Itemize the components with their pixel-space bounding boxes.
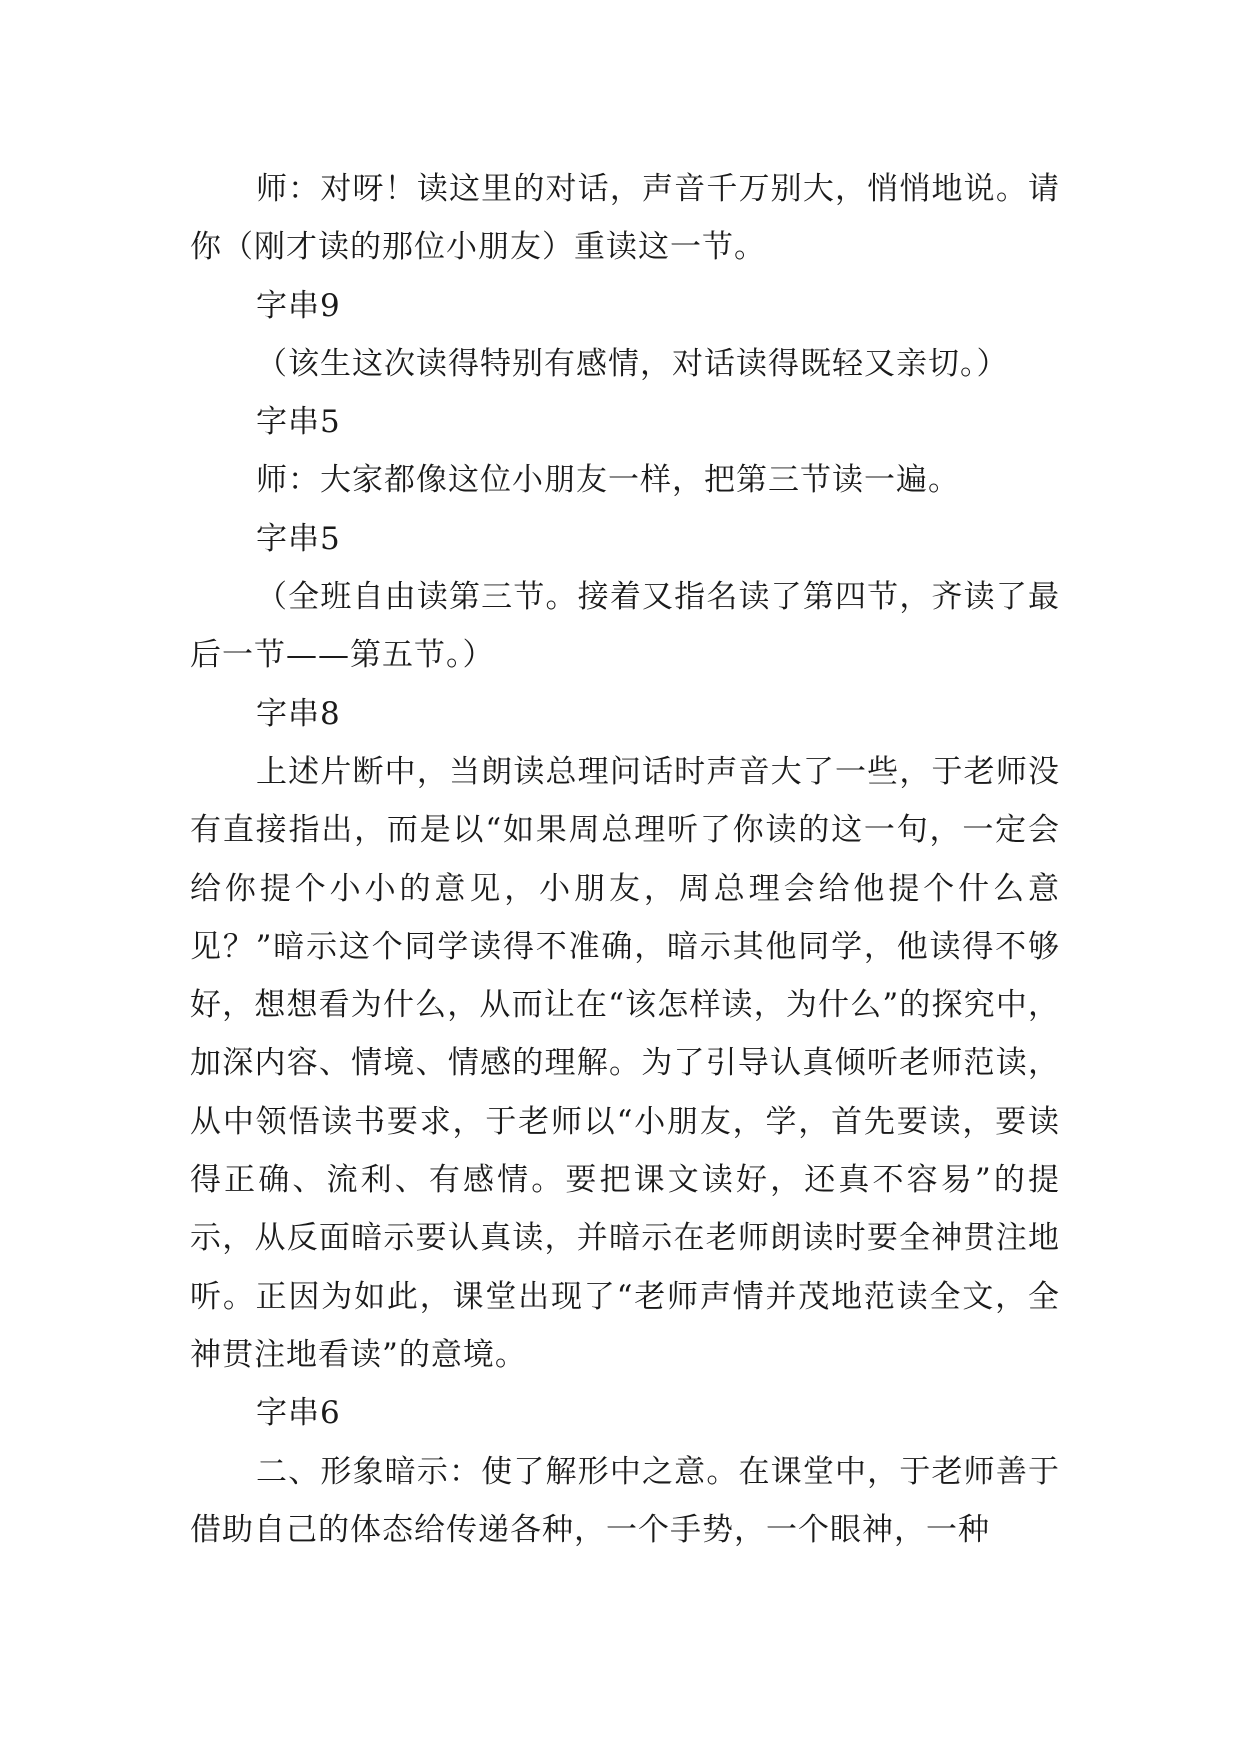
paragraph: 字串6 bbox=[256, 1395, 341, 1432]
paragraph: 字串5 bbox=[256, 520, 341, 557]
paragraph: 师：大家都像这位小朋友一样，把第三节读一遍。 bbox=[256, 462, 960, 499]
paragraph: 师：对呀！读这里的对话，声音千万别大，悄悄地说。请你（刚才读的那位小朋友）重读这一节。 bbox=[190, 171, 1060, 266]
paragraph: 上述片断中，当朗读总理问话时声音大了一些，于老师没有直接指出，而是以“如果周总理听了你读的这一句，一定会给你提个小小的意见，小朋友，周总理会给他提个什么意见？”暗示这个同学读得不准确，暗示其他同学，他读得不够好，想想看为什么，从而让在“该怎样读，为什么”的探究中，加深内容、情境、情感的理解。为了引导认真倾听老师范读，从中领悟读书要求，于老师以“小朋友，学，首先要读，要读得正确、流利、有感情。要把课文读好，还真不容易”的提示，从反面暗示要认真读，并暗示在老师朗读时要全神贯注地听。正因为如此，课堂出现了“老师声情并茂地范读全文，全神贯注地看读”的意境。 bbox=[190, 753, 1060, 1373]
paragraph: （全班自由读第三节。接着又指名读了第四节，齐读了最后一节——第五节。） bbox=[190, 579, 1060, 674]
paragraph: 字串9 bbox=[256, 287, 341, 324]
paragraph: 字串8 bbox=[256, 695, 341, 732]
paragraph: （该生这次读得特别有感情，对话读得既轻又亲切。） bbox=[256, 345, 1009, 382]
paragraph: 字串5 bbox=[256, 404, 341, 441]
document-body bbox=[190, 160, 1060, 1559]
paragraph: 二、形象暗示：使了解形中之意。在课堂中，于老师善于借助自己的体态给传递各种，一个手势，一个眼神，一种 bbox=[190, 1453, 1060, 1548]
